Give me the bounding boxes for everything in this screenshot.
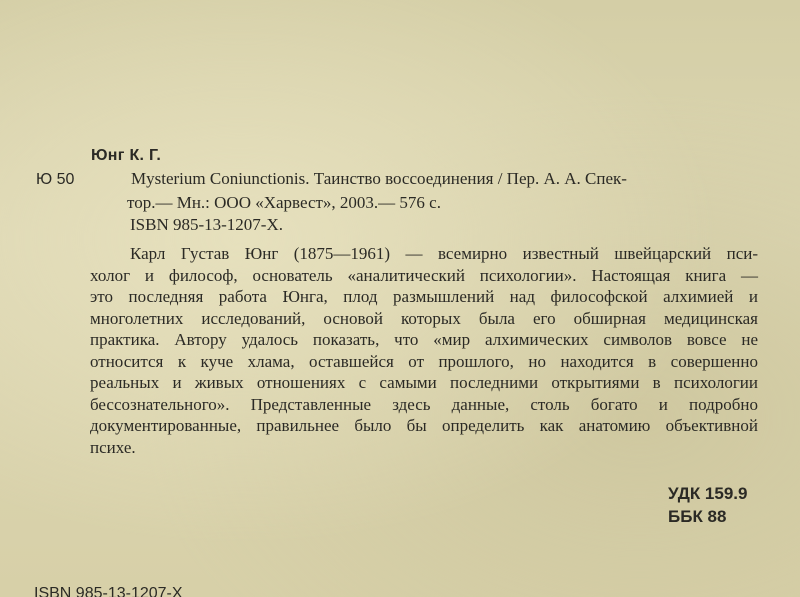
annotation-line: практика. Автору удалось показать, что «мир алхимических символов вовсе не [90, 330, 758, 349]
biblio-line-1: Mysterium Coniunctionis. Таинство воссоединения / Пер. А. А. Спек- [131, 169, 627, 188]
annotation-line: документированные, правильнее было бы определить как анатомию объективной [90, 416, 758, 435]
annotation-line: холог и философ, основатель «аналитический психологии». Настоящая книга — [90, 265, 758, 285]
annotation-line: психе. [90, 437, 136, 457]
annotation-line: относится к куче хлама, оставшейся от прошлого, но находится в совершенно [90, 351, 758, 371]
biblio-line-2: тор.— Мн.: ООО «Харвест», 2003.— 576 с. [127, 193, 441, 212]
annotation-line: многолетних исследований, основой которых была его обширная медицинская [90, 308, 758, 328]
bibliographic-description [127, 167, 771, 215]
annotation-line: бессознательного». Представленные здесь данные, столь богато и подробно [90, 394, 758, 414]
footer-isbn: ISBN 985-13-1207-X [34, 585, 183, 597]
annotation-paragraph [90, 243, 758, 458]
shelfmark-code: Ю 50 [36, 171, 75, 188]
author-heading: Юнг К. Г. [91, 147, 162, 164]
isbn-line: ISBN 985-13-1207-X. [130, 215, 283, 234]
bbk-code: ББК 88 [668, 507, 727, 526]
annotation-line: это последняя работа Юнга, плод размышлений над философской алхимией и [90, 287, 758, 306]
udk-code: УДК 159.9 [668, 484, 748, 503]
annotation-line: Карл Густав Юнг (1875—1961) — всемирно известный швейцарский пси- [130, 244, 758, 263]
annotation-line: реальных и живых отношениях с самыми последними открытиями в психологии [90, 373, 758, 392]
